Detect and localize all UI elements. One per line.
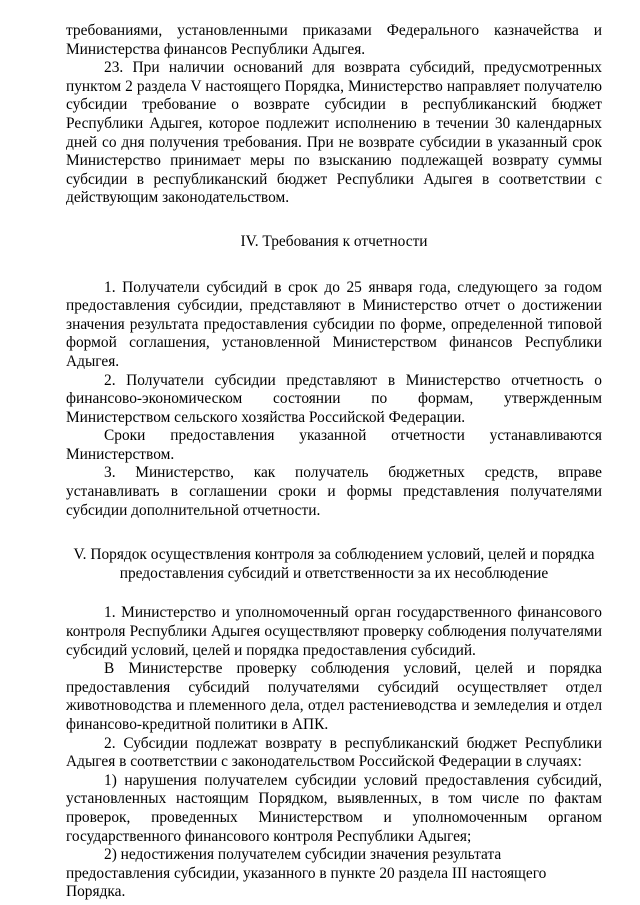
section-5-item-1: 1. Министерство и уполномоченный орган государственного финансового контроля Республики Адыгея осуществляют проверку соблюдения получателями субсидий условий, целей и порядка предоставления субсидий.	[66, 604, 602, 659]
section-4-deadlines: Сроки предоставления указанной отчетности устанавливаются Министерством.	[66, 427, 602, 463]
section-5-item-2: 2. Субсидии подлежат возврату в республиканский бюджет Республики Адыгея в соответствии с законодательством Российской Федерации в случаях:	[66, 734, 602, 771]
section-4-item-3: 3. Министерство, как получатель бюджетных средств, вправе устанавливать в соглашении сроки и формы представления получателями субсидии дополнительной отчетности.	[66, 464, 602, 519]
section-4-item-2: 2. Получатели субсидии представляют в Министерство отчетность о финансово-экономическом состоянии по формам, утвержденным Министерством сельского хозяйства Российской Федерации.	[66, 371, 602, 426]
section-5-departments: В Министерстве проверку соблюдения условий, целей и порядка предоставления субсидий получателями субсидий осуществляет отдел животноводства и племенного дела, отдел растениеводства и земледелия и отдел финансово-кредитной политики в АПК.	[66, 660, 602, 733]
paragraph-continuation: требованиями, установленными приказами Федерального казначейства и Министерства финансов Республики Адыгея.	[66, 22, 602, 58]
section-5-heading-line-2: предоставления субсидий и ответственности за их несоблюдение	[119, 564, 549, 582]
section-4-item-1: 1. Получатели субсидий в срок до 25 января года, следующего за годом предоставления субсидии, представляют в Министерство отчет о достижении значения результата предоставления субсидии по форме, определенной типовой формой соглашения, установленной Министерством финансов Республики Адыгея.	[66, 278, 602, 370]
section-5-heading	[66, 546, 602, 583]
section-5-case-2: 2) недостижения получателем субсидии значения результата предоставления субсидии, указанного в пункте 20 раздела III настоящего Порядка.	[66, 846, 547, 901]
section-5-heading-line-1: V. Порядок осуществления контроля за соблюдением условий, целей и порядка	[73, 546, 595, 564]
section-4-heading: IV. Требования к отчетности	[240, 232, 428, 250]
paragraph-23: 23. При наличии оснований для возврата субсидий, предусмотренных пунктом 2 раздела V настоящего Порядка, Министерство направляет получателю субсидии требование о возврате субсидии в республиканский бюджет Республики Адыгея, которое подлежит исполнению в течении 30 календарных дней со дня получения требования. При не возврате субсидии в указанный срок Министерство принимает меры по взысканию подлежащей возврату суммы субсидии в республиканский бюджет Республики Адыгея в соответствии с действующим законодательством.	[66, 59, 602, 207]
section-5-case-1: 1) нарушения получателем субсидии условий предоставления субсидий, установленных настоящим Порядком, выявленных, в том числе по фактам проверок, проведенных Министерством и уполномоченным органом государственного финансового контроля Республики Адыгея;	[66, 771, 602, 845]
